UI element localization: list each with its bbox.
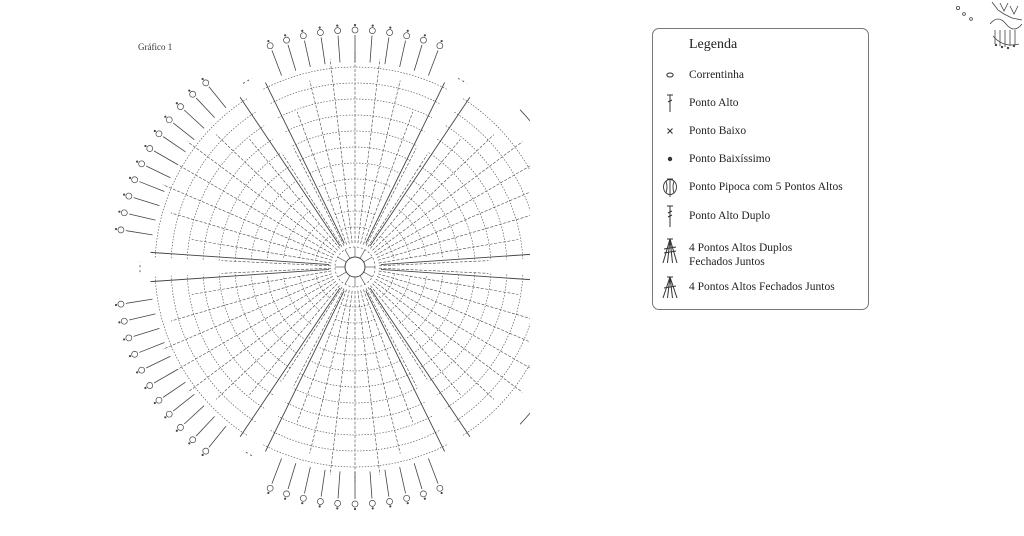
- legend-item-single-crochet: [653, 118, 868, 146]
- legend-item-chain: [653, 62, 868, 90]
- popcorn-stitch-icon: [659, 174, 681, 202]
- four-treble-cluster-icon: [659, 235, 681, 269]
- legend-label: Ponto Alto: [689, 97, 739, 109]
- chart-title: Gráfico 1: [138, 42, 173, 52]
- legend-item-treble: [653, 203, 868, 231]
- double-crochet-icon: [659, 90, 681, 118]
- four-dc-cluster-icon: [659, 274, 681, 302]
- legend-label: Correntinha: [689, 69, 744, 81]
- single-crochet-icon: [659, 118, 681, 146]
- legend-item-four-treble-cluster: [653, 235, 868, 269]
- legend-label: 4 Pontos Altos Fechados Juntos: [689, 281, 835, 293]
- legend-label: Ponto Baixíssimo: [689, 153, 771, 165]
- legend-item-popcorn: [653, 174, 868, 202]
- legend-title: Legenda: [689, 37, 738, 52]
- legend-item-four-dc-cluster: [653, 274, 868, 302]
- legend-label: Ponto Baixo: [689, 125, 747, 137]
- crochet-doily-diagram: [100, 15, 530, 520]
- legend-label: Ponto Pipoca com 5 Pontos Altos: [689, 181, 843, 193]
- legend-label: Ponto Alto Duplo: [689, 210, 771, 222]
- treble-crochet-icon: [659, 203, 681, 231]
- legend-item-slip-stitch: [653, 146, 868, 174]
- legend-label: 4 Pontos Altos Duplos Fechados Juntos: [689, 242, 793, 268]
- legend-item-double-crochet: [653, 90, 868, 118]
- legend-box: [652, 28, 869, 310]
- slip-stitch-icon: [659, 146, 681, 174]
- neighbor-diagram-fragment: [940, 0, 1024, 60]
- chain-stitch-icon: [659, 62, 681, 90]
